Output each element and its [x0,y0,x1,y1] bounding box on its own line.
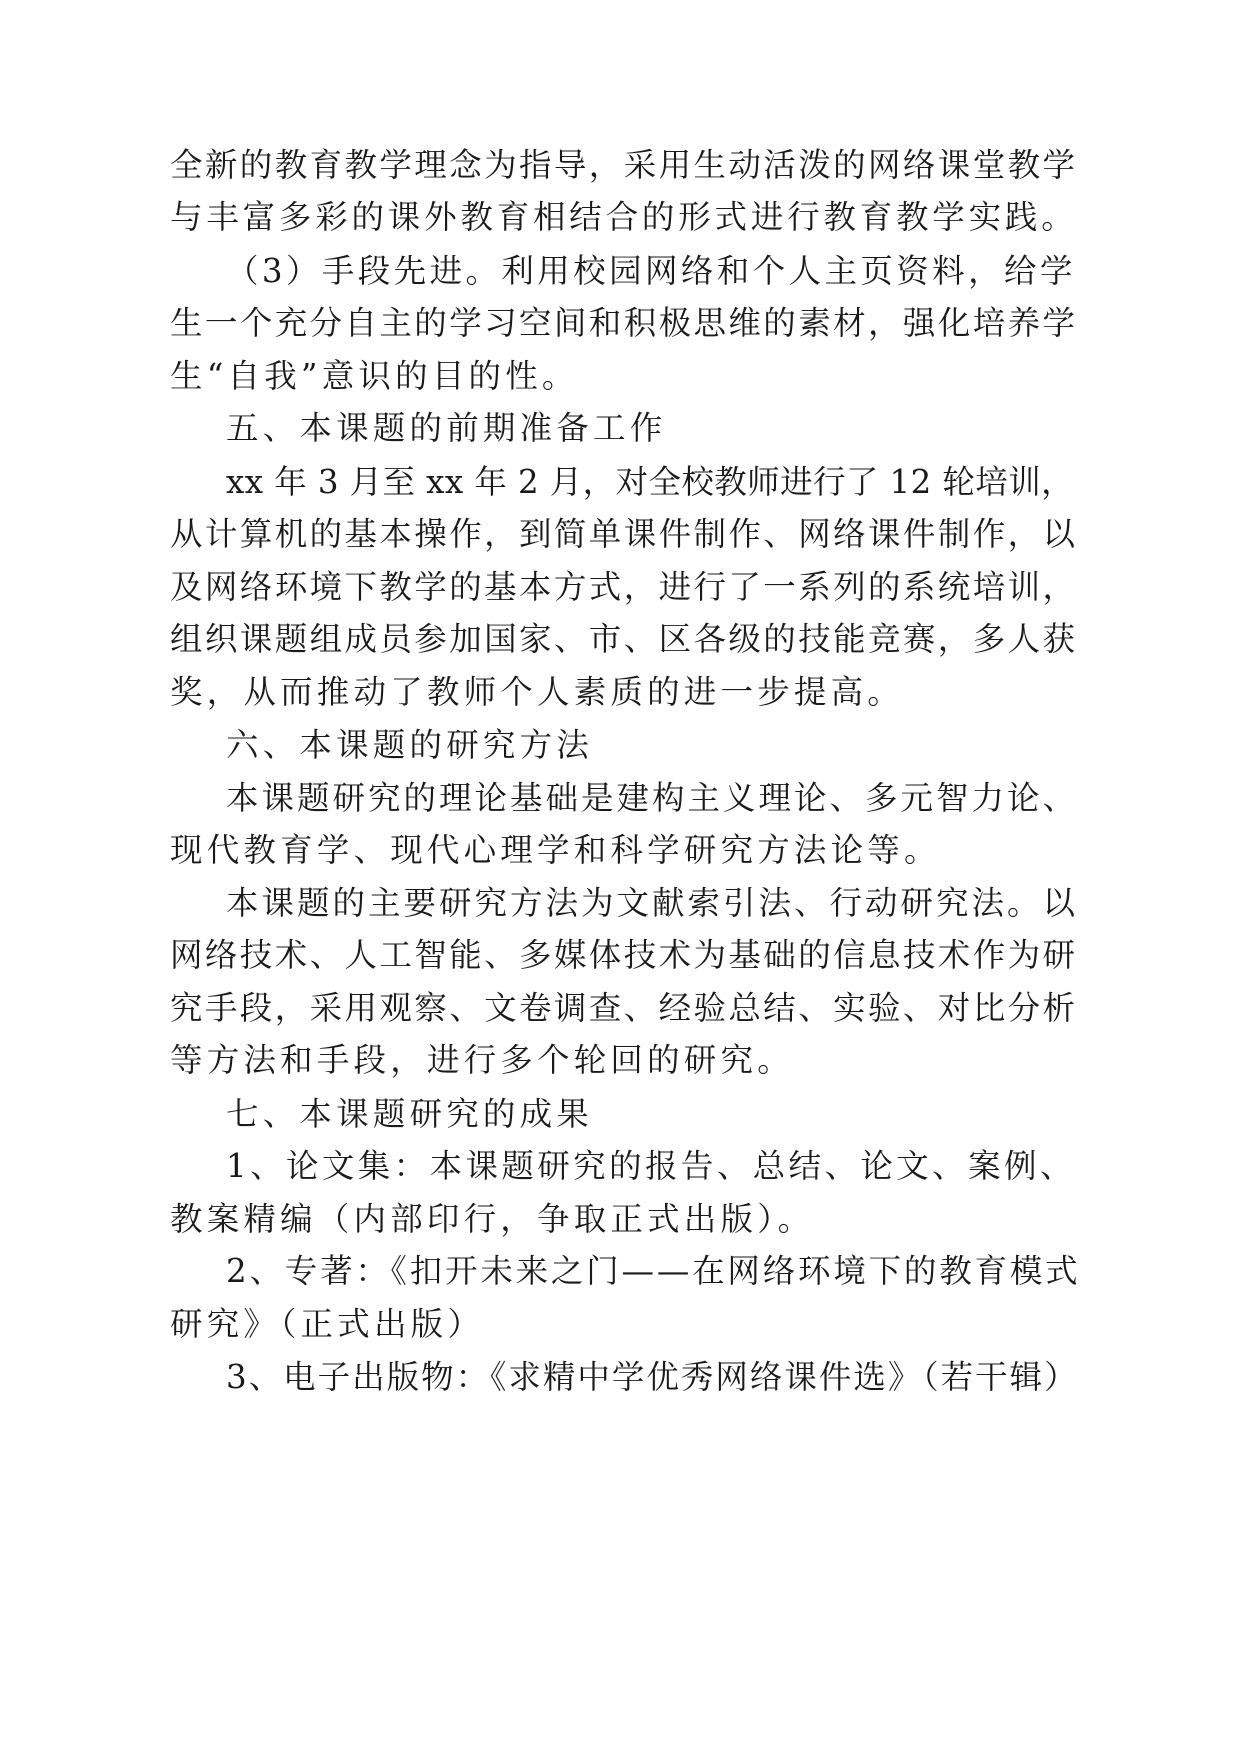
paragraph-line: （3）手段先进。利用校园网络和个人主页资料，给学 [226,252,1076,290]
paragraph-line: 从计算机的基本操作，到简单课件制作、网络课件制作，以 [170,515,1078,553]
paragraph-line: 及网络环境下教学的基本方式，进行了一系列的系统培训， [170,568,1078,606]
paragraph-line: 与丰富多彩的课外教育相结合的形式进行教育教学实践。 [170,198,1078,236]
list-item-line: 2、专著：《扣开未来之门——在网络环境下的教育模式 [226,1252,1081,1290]
paragraph-line: 本课题研究的理论基础是建构主义理论、多元智力论、 [226,779,1079,817]
paragraph-line: 网络技术、人工智能、多媒体技术为基础的信息技术作为研 [170,936,1078,974]
paragraph-line: 现代教育学、现代心理学和科学研究方法论等。 [170,831,941,869]
list-item-line: 教案精编（内部印行，争取正式出版）。 [170,1200,815,1238]
section-heading: 五、本课题的前期准备工作 [226,409,667,447]
paragraph-line: 奖，从而推动了教师个人素质的进一步提高。 [170,673,905,711]
section-heading: 六、本课题的研究方法 [226,726,594,764]
list-item-line: 3、电子出版物：《求精中学优秀网络课件选》（若干辑） [226,1358,1079,1396]
list-item-line: 研究》（正式出版） [170,1305,485,1343]
paragraph-line: xx 年 3 月至 xx 年 2 月，对全校教师进行了 12 轮培训， [226,463,1075,501]
paragraph-line: 等方法和手段，进行多个轮回的研究。 [170,1041,794,1079]
paragraph-line: 生“自我”意识的目的性。 [170,357,579,395]
paragraph-line: 生一个充分自主的学习空间和积极思维的素材，强化培养学 [170,304,1078,342]
section-heading: 七、本课题研究的成果 [226,1095,594,1133]
paragraph-line: 全新的教育教学理念为指导，采用生动活泼的网络课堂教学 [170,146,1078,184]
paragraph-line: 本课题的主要研究方法为文献索引法、行动研究法。以 [226,884,1079,922]
paragraph-line: 究手段，采用观察、文卷调查、经验总结、实验、对比分析 [170,989,1078,1027]
list-item-line: 1、论文集：本课题研究的报告、总结、论文、案例、 [226,1147,1076,1185]
paragraph-line: 组织课题组成员参加国家、市、区各级的技能竞赛，多人获 [170,620,1078,658]
